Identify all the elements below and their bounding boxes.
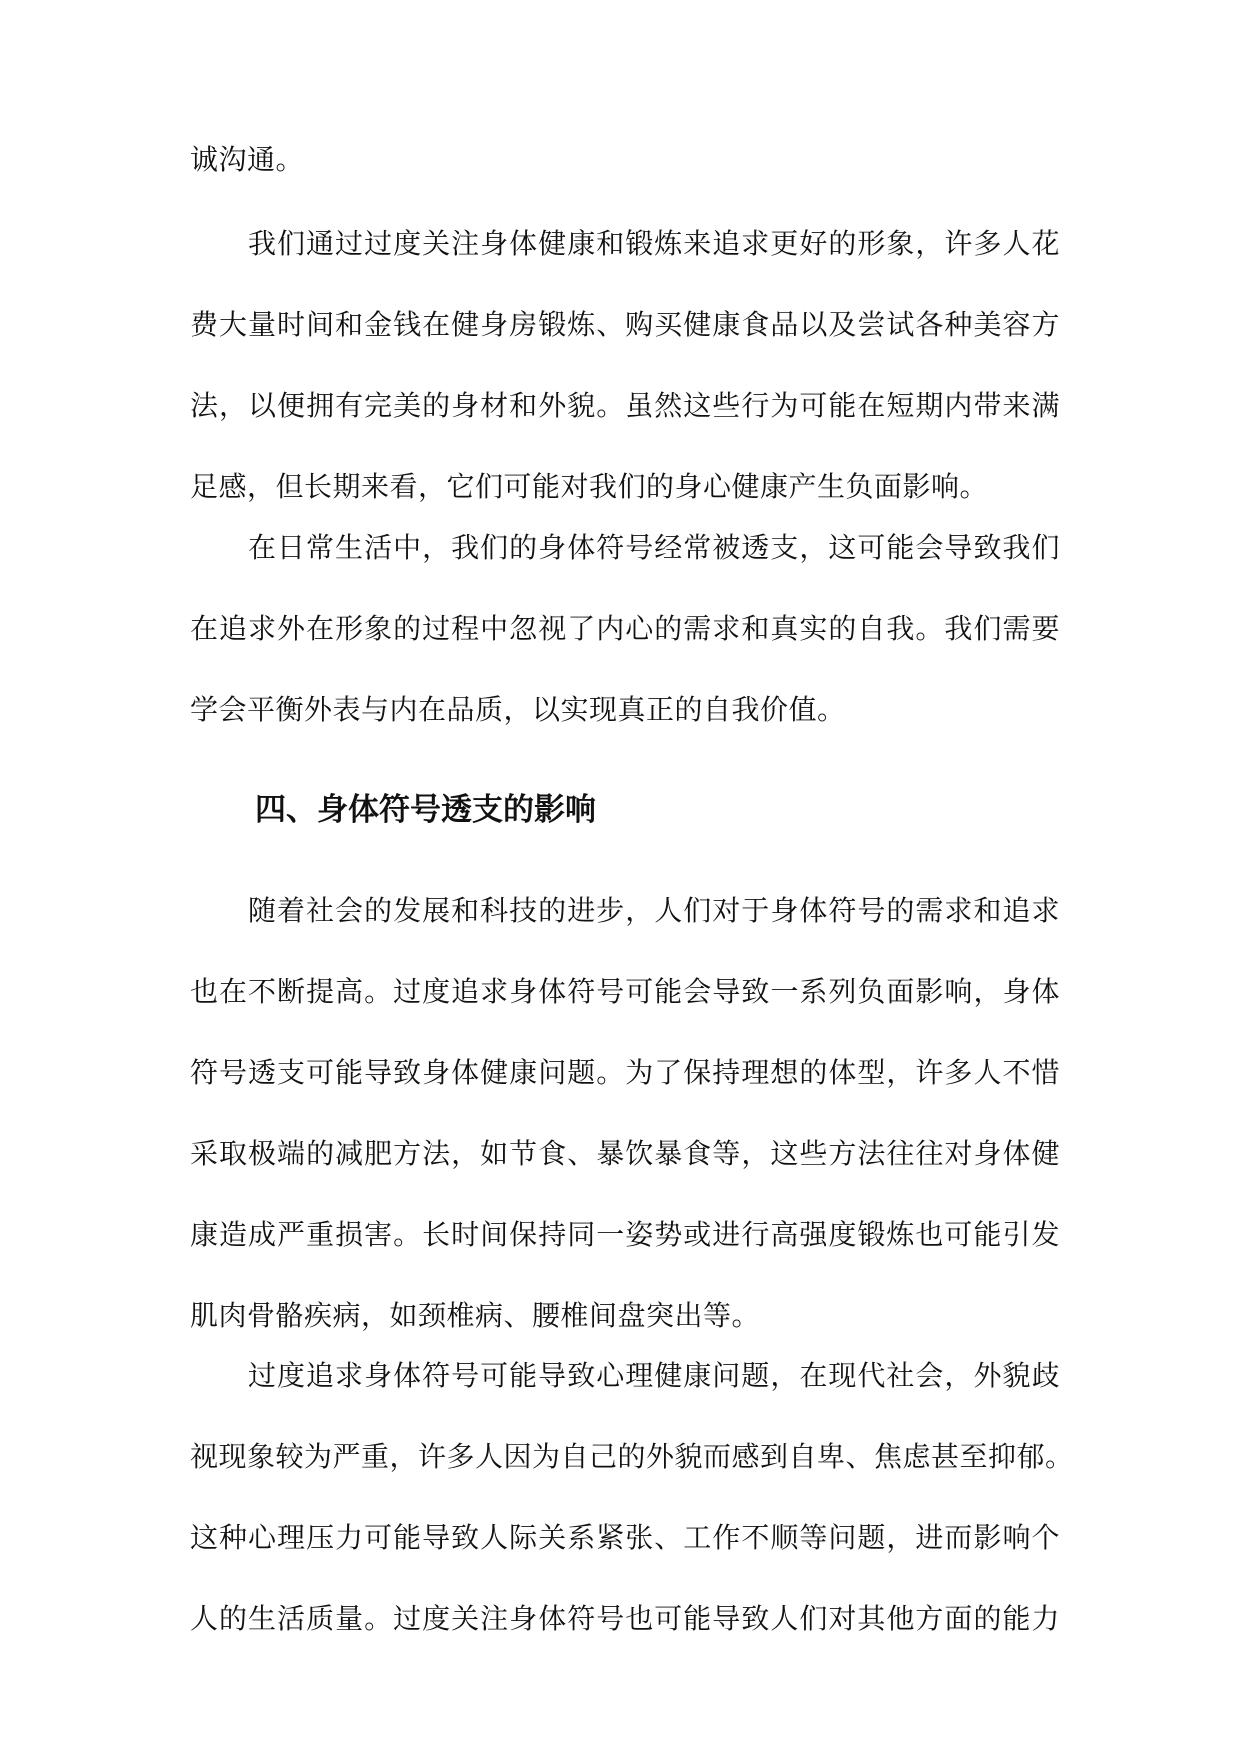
text-line: 肌肉骨骼疾病，如颈椎病、腰椎间盘突出等。 (190, 1299, 761, 1332)
text-line: 费大量时间和金钱在健身房锻炼、购买健康食品以及尝试各种美容方 (190, 308, 1060, 341)
text-line: 在追求外在形象的过程中忽视了内心的需求和真实的自我。我们需要 (190, 612, 1060, 645)
text-line: 在日常生活中，我们的身体符号经常被透支，这可能会导致我们 (248, 531, 1060, 564)
text-line: 随着社会的发展和科技的进步，人们对于身体符号的需求和追求 (248, 894, 1060, 927)
text-line: 这种心理压力可能导致人际关系紧张、工作不顺等问题，进而影响个 (190, 1521, 1060, 1554)
text-line: 人的生活质量。过度关注身体符号也可能导致人们对其他方面的能力 (190, 1602, 1060, 1635)
text-line: 诚沟通。 (190, 143, 305, 176)
text-line: 也在不断提高。过度追求身体符号可能会导致一系列负面影响，身体 (190, 975, 1060, 1008)
text-line: 过度追求身体符号可能导致心理健康问题，在现代社会，外貌歧 (248, 1359, 1060, 1392)
text-line: 采取极端的减肥方法，如节食、暴饮暴食等，这些方法往往对身体健 (190, 1137, 1060, 1170)
text-line: 学会平衡外表与内在品质，以实现真正的自我价值。 (190, 693, 846, 726)
text-line: 符号透支可能导致身体健康问题。为了保持理想的体型，许多人不惜 (190, 1056, 1060, 1089)
text-line: 法，以便拥有完美的身材和外貌。虽然这些行为可能在短期内带来满 (190, 389, 1060, 422)
text-line: 我们通过过度关注身体健康和锻炼来追求更好的形象，许多人花 (248, 227, 1060, 260)
text-line: 康造成严重损害。长时间保持同一姿势或进行高强度锻炼也可能引发 (190, 1218, 1060, 1251)
text-line: 足感，但长期来看，它们可能对我们的身心健康产生负面影响。 (190, 470, 989, 503)
text-line: 视现象较为严重，许多人因为自己的外貌而感到自卑、焦虑甚至抑郁。 (190, 1440, 1074, 1473)
section-heading: 四、身体符号透支的影响 (255, 792, 596, 828)
